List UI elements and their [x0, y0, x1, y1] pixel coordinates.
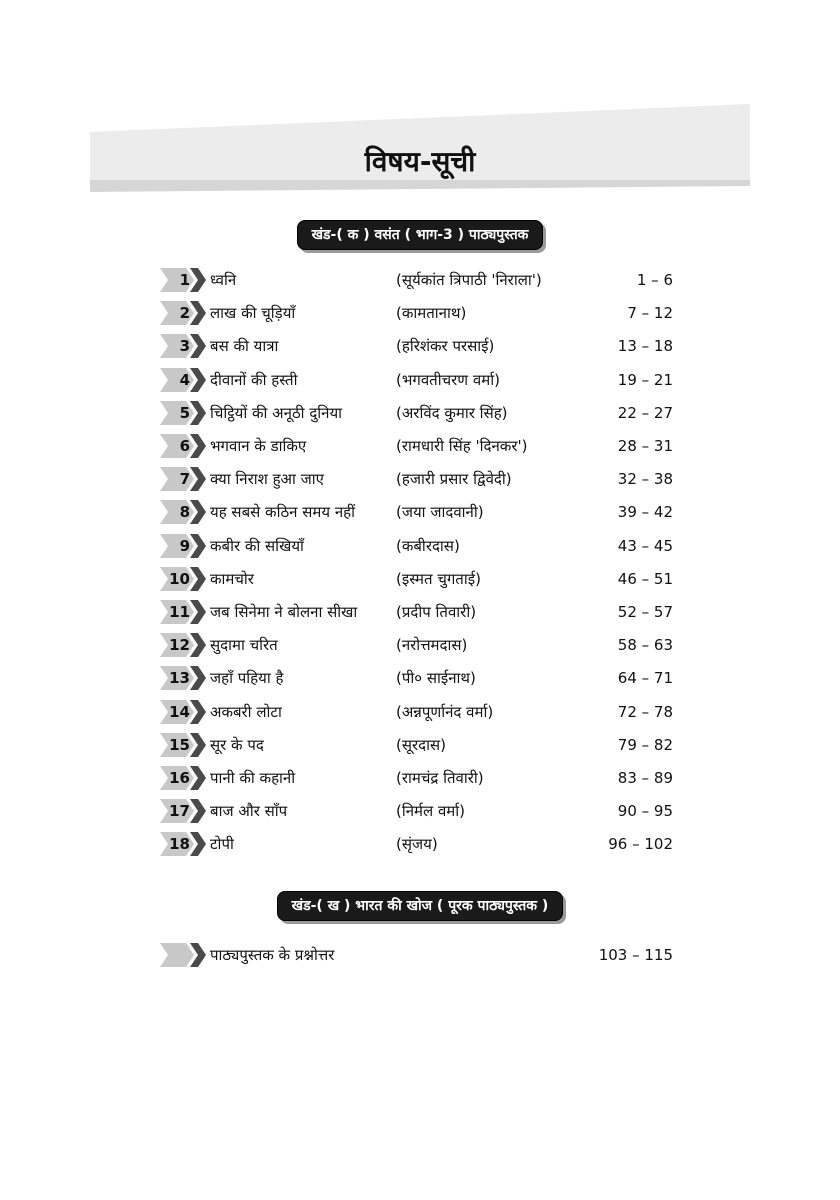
lesson-title: यह सबसे कठिन समय नहीं [210, 503, 356, 522]
lesson-title: भगवान के डाकिए [210, 437, 307, 455]
section-header-a [0, 220, 840, 250]
toc-row [0, 267, 840, 293]
toc-row [0, 499, 840, 525]
lesson-number: 18 [169, 835, 190, 854]
lesson-number: 16 [169, 769, 190, 787]
toc-row [0, 566, 840, 592]
lesson-title: जब सिनेमा ने बोलना सीखा [210, 603, 358, 621]
page-range: 64 – 71 [617, 669, 673, 688]
page-range: 52 – 57 [617, 603, 673, 621]
toc-row [0, 599, 840, 625]
page-range: 1 – 6 [636, 271, 673, 289]
toc-row [0, 831, 840, 857]
toc-row [0, 400, 840, 426]
lesson-title: क्या निराश हुआ जाए [210, 470, 324, 489]
toc-row [0, 942, 840, 968]
toc-row [0, 732, 840, 758]
lesson-title: बाज और साँप [210, 802, 288, 821]
page-range: 28 – 31 [617, 437, 673, 455]
toc-row [0, 632, 840, 658]
section-label: खंड-( ख ) भारत की खोज ( पूरक पाठ्यपुस्तक ) [277, 891, 564, 921]
lesson-title: पानी की कहानी [210, 769, 296, 787]
lesson-author: (रामचंद्र तिवारी) [396, 769, 484, 787]
lesson-number: 2 [179, 304, 190, 323]
page-range: 32 – 38 [617, 470, 673, 489]
section-label: खंड-( क ) वसंत ( भाग-3 ) पाठ्यपुस्तक [297, 220, 544, 250]
lesson-number: 6 [179, 437, 190, 455]
page-range: 19 – 21 [617, 370, 673, 389]
toc-row [0, 466, 840, 492]
lesson-author: (अन्नपूर्णानंद वर्मा) [396, 702, 494, 721]
page-range: 22 – 27 [617, 403, 673, 422]
lesson-author: (नरोत्तमदास) [396, 636, 468, 655]
lesson-author: (रामधारी सिंह 'दिनकर') [396, 437, 528, 455]
page-range: 96 – 102 [608, 835, 673, 854]
toc-row [0, 765, 840, 791]
page-range: 39 – 42 [617, 503, 673, 522]
lesson-author: (कामतानाथ) [396, 304, 467, 323]
lesson-title: सूर के पद [210, 735, 264, 754]
lesson-title: जहाँ पहिया है [210, 669, 284, 688]
lesson-author: (अरविंद कुमार सिंह) [396, 403, 508, 422]
lesson-author: (हरिशंकर परसाई) [396, 337, 495, 356]
lesson-number: 5 [179, 403, 190, 422]
lesson-title: ध्वनि [210, 271, 237, 289]
lesson-title: सुदामा चरित [210, 636, 278, 655]
lesson-author: (हजारी प्रसार द्विवेदी) [396, 470, 512, 489]
lesson-title: कामचोर [210, 569, 254, 588]
lesson-title: चिट्ठियों की अनूठी दुनिया [210, 403, 343, 422]
lesson-author: (निर्मल वर्मा) [396, 802, 466, 821]
lesson-number: 10 [169, 569, 190, 588]
toc-row [0, 665, 840, 691]
lesson-title: टोपी [210, 835, 234, 854]
lesson-title: पाठ्यपुस्तक के प्रश्नोत्तर [210, 946, 335, 964]
page-range: 7 – 12 [627, 304, 673, 323]
toc-row [0, 300, 840, 326]
lesson-number: 8 [179, 503, 190, 522]
page-range: 72 – 78 [617, 702, 673, 721]
toc-row [0, 367, 840, 393]
lesson-title: अकबरी लोटा [210, 702, 282, 721]
lesson-number: 3 [179, 337, 190, 356]
title-band [90, 104, 750, 194]
page-range: 58 – 63 [617, 636, 673, 655]
toc-row [0, 333, 840, 359]
page-range: 103 – 115 [598, 946, 673, 964]
page-range: 43 – 45 [617, 536, 673, 555]
page-range: 90 – 95 [617, 802, 673, 821]
toc-row [0, 433, 840, 459]
section-header-b [0, 891, 840, 921]
lesson-author: (पी० साईनाथ) [396, 669, 476, 688]
lesson-author: (सृंजय) [396, 835, 438, 854]
lesson-number: 12 [169, 636, 190, 655]
lesson-number: 15 [169, 735, 190, 754]
lesson-number: 9 [179, 536, 190, 555]
lesson-title: दीवानों की हस्ती [210, 370, 298, 389]
lesson-author: (कबीरदास) [396, 536, 460, 555]
page-title: विषय-सूची [364, 145, 476, 178]
lesson-number: 4 [179, 370, 190, 389]
chevron-arrow-icon [160, 943, 206, 967]
page-range: 46 – 51 [617, 569, 673, 588]
lesson-title: कबीर की सखियाँ [210, 536, 304, 555]
page-range: 79 – 82 [617, 735, 673, 754]
lesson-number: 17 [169, 802, 190, 821]
toc-row [0, 798, 840, 824]
page-range: 83 – 89 [617, 769, 673, 787]
lesson-number: 7 [179, 470, 190, 489]
toc-row [0, 533, 840, 559]
lesson-author: (प्रदीप तिवारी) [396, 603, 477, 621]
toc-row [0, 699, 840, 725]
lesson-title: बस की यात्रा [210, 337, 279, 356]
lesson-number: 13 [169, 669, 190, 688]
lesson-number: 11 [169, 603, 190, 621]
lesson-number: 1 [179, 271, 190, 289]
lesson-author: (जया जादवानी) [396, 503, 484, 522]
lesson-author: (इस्मत चुगताई) [396, 569, 481, 588]
lesson-title: लाख की चूड़ियाँ [210, 304, 296, 323]
lesson-author: (भगवतीचरण वर्मा) [396, 370, 500, 389]
lesson-author: (सूर्यकांत त्रिपाठी 'निराला') [396, 271, 542, 289]
lesson-author: (सूरदास) [396, 735, 446, 754]
page-range: 13 – 18 [617, 337, 673, 356]
lesson-number: 14 [169, 702, 190, 721]
